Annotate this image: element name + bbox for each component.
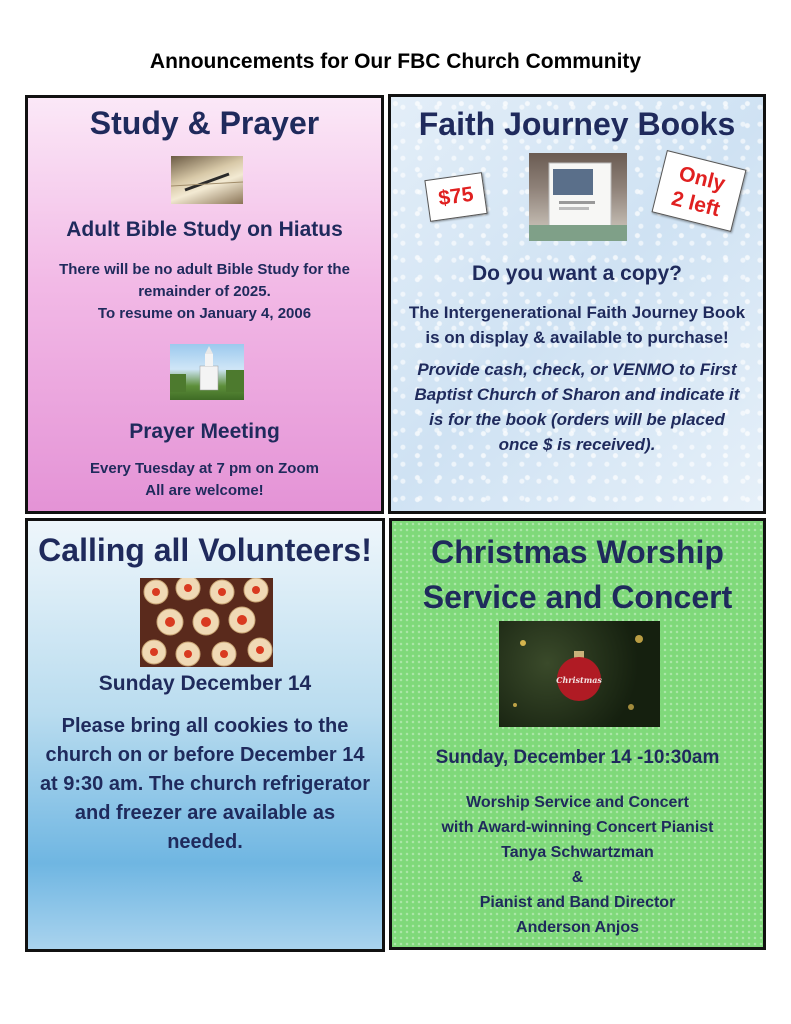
book-photo <box>529 153 627 241</box>
volunteers-title: Calling all Volunteers! <box>38 532 372 568</box>
christmas-detail-line-3: Tanya Schwartzman <box>501 844 654 861</box>
prayer-meeting-line-1: Every Tuesday at 7 pm on Zoom <box>90 460 319 477</box>
study-prayer-panel <box>25 95 384 514</box>
cookies-photo <box>140 578 273 667</box>
book-icon <box>529 153 627 241</box>
christmas-details <box>392 790 763 940</box>
prayer-meeting-heading: Prayer Meeting <box>129 420 280 443</box>
christmas-panel <box>389 518 766 950</box>
price-tag: $75 <box>424 172 487 222</box>
ornament-icon <box>499 621 660 727</box>
christmas-detail-line-4: & <box>571 869 584 886</box>
copy-question: Do you want a copy? <box>471 262 683 285</box>
christmas-detail-line-5: Pianist and Band Director <box>479 894 676 911</box>
christmas-detail-line-2: with Award-winning Concert Pianist <box>441 819 714 836</box>
book-description-line-1: The Intergenerational Faith Journey Book <box>408 303 746 322</box>
ornament-photo <box>499 621 660 727</box>
study-prayer-title: Study & Prayer <box>89 105 320 141</box>
christmas-title <box>392 530 763 620</box>
volunteers-line-4: and freezer are available as <box>74 802 336 824</box>
bible-pen-icon <box>171 156 243 204</box>
ornament-text: Christmas <box>556 675 602 685</box>
church-icon <box>170 344 244 400</box>
page-title: Announcements for Our FBC Church Community <box>149 50 642 73</box>
volunteers-body <box>28 712 382 857</box>
volunteers-line-5: needed. <box>167 831 243 853</box>
faith-books-title: Faith Journey Books <box>418 106 736 142</box>
church-photo <box>170 344 244 400</box>
payment-line-3: is for the book (orders will be placed <box>429 410 725 429</box>
volunteers-panel <box>25 518 385 952</box>
payment-line-1: Provide cash, check, or VENMO to First <box>417 360 737 379</box>
christmas-title-line-1: Christmas Worship <box>431 534 724 570</box>
christmas-title-line-2: Service and Concert <box>422 579 733 615</box>
christmas-detail-line-6: Anderson Anjos <box>516 919 639 936</box>
payment-line-4: once $ is received). <box>498 435 656 454</box>
volunteers-date: Sunday December 14 <box>98 672 312 695</box>
christmas-date: Sunday, December 14 -10:30am <box>435 747 720 768</box>
book-description-line-2: is on display & available to purchase! <box>425 328 729 347</box>
bible-study-heading: Adult Bible Study on Hiatus <box>66 218 343 241</box>
volunteers-line-1: Please bring all cookies to the <box>61 715 349 737</box>
stock-tag-line-1: Only <box>676 162 728 196</box>
stock-tag <box>651 150 746 232</box>
bible-photo <box>171 156 243 204</box>
volunteers-line-2: church on or before December 14 <box>45 744 365 766</box>
faith-books-panel <box>388 94 766 514</box>
christmas-detail-line-1: Worship Service and Concert <box>466 794 689 811</box>
prayer-meeting-line-2: All are welcome! <box>145 482 264 499</box>
bible-study-line-1: There will be no adult Bible Study for the <box>59 261 350 278</box>
bible-study-line-3: To resume on January 4, 2006 <box>97 305 312 322</box>
payment-line-2: Baptist Church of Sharon and indicate it <box>414 385 740 404</box>
cookies-icon <box>140 578 273 667</box>
stock-tag-line-2: 2 left <box>669 187 723 222</box>
bible-study-line-2: remainder of 2025. <box>138 283 271 300</box>
volunteers-line-3: at 9:30 am. The church refrigerator <box>39 773 371 795</box>
book-description <box>391 300 763 350</box>
payment-instructions <box>391 357 763 457</box>
